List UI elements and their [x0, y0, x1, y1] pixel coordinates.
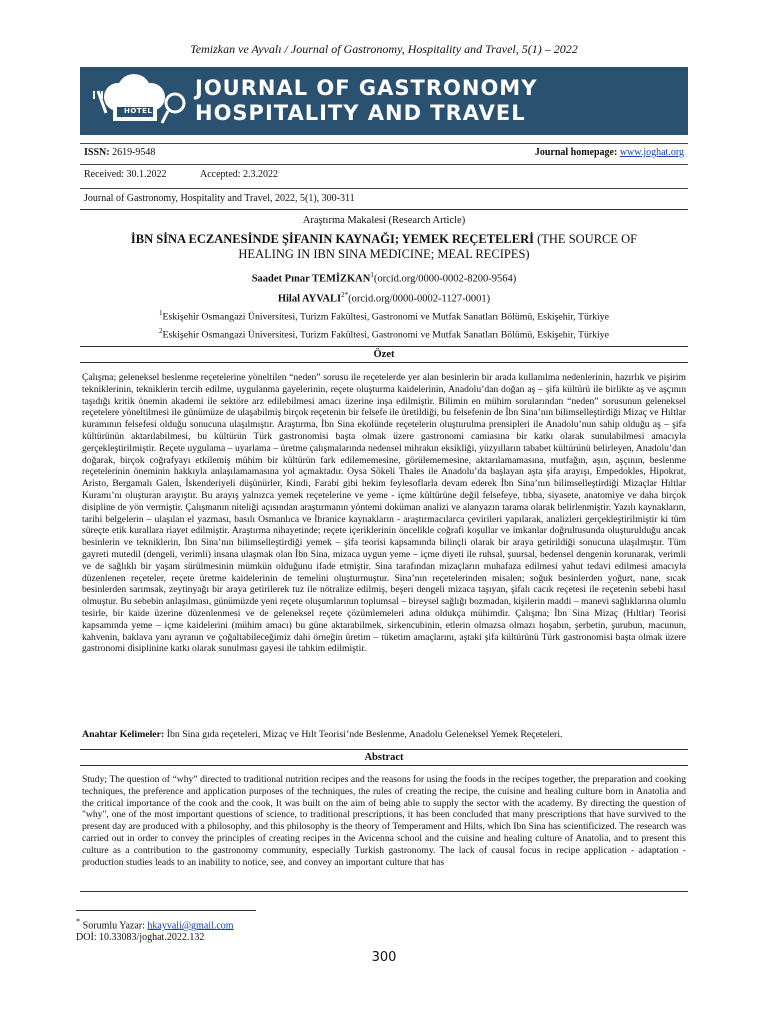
page-number: 300 [371, 950, 397, 965]
author-1: Saadet Pınar TEMİZKAN$^1$(orcid.org/0000-0002-8200-9564) [251, 271, 517, 285]
accepted-date: Accepted: 2.3.2022 [200, 169, 279, 180]
abstract-heading: Abstract [80, 749, 688, 766]
issn-row [80, 143, 688, 158]
ozet-text: Çalışma; geleneksel beslenme reçetelerine yöneltilen “neden” sorusu ile reçetelerde yer alan besinlerin bir arada kullanılma nedenlerinin, hazırlık ve pişirim tekniklerinin, tekniklerin tercih edilme, uygulanma gayelerinin, reçete oluşturma kaidelerinin, Anadolu’dan doğan aş – şifa kültürü ile birlikte aş ve aşçının taşıdığı kritik önemin akademi ile sektöre arz edilebilmesi amacı üzerine inşa edilmiştir. Bilimin en mühim sorularından “neden” sorusunun geleneksel reçetelere yöneltilmesi ile günümüze de ulaşabilmiş birçok reçetenin bir felsefe ile üretildiği, bu felsefenin de İbn Sina’nın bilimselleştirdiği Mizaç ve Hıltlar kuramının felsefesi olduğu sonucuna ulaşılmıştır. Araştırma, İbn Sina ekolünde reçetelerin oluşturulma prensipleri ile Anadolu’nun sahip olduğu aş – şifa kültürünün aktarılabilmesi, bu kültürün Türk gastronomisi başta olmak üzere gastronomi camiasına bir katkı olarak sunulabilmesi amacıyla gerçekleştirilmiştir. Reçete uygulama – uyarlama – üretme çalışmalarında nedensel mihrakın eksikliği, yüzyılların tababet kültürünü belirleyen, Anadolu’dan doğarak, birçok coğrafyayı etkilemiş mühim bir kültürün fark edilememesine, görülememesine, aktarılamamasına, mutfağın, aşın, aşçının, beslenme reçetelerinin öneminin hakkıyla anlaşılamamasına yol açmaktadır. Oysa Sökeli Thales ile Anadolu’da başlayan aşta şifa arayışı, Empedokles, Hipokrat, Aristo, Bergamalı Galen, İskenderiyeli düşünürler, Kindi, Farabi gibi hekim feylesoflarla devam ederek İbn Sina’nın bilimselleştirdiği Mizaçlar Hıltlar Kuramı’nı oluşturan arayıştır. Bu arayış yalnızca yemek reçetelerine ve yeme - içme kültürüne değil felsefeye, tıbba, siyasete, anatomiye ve daha birçok disipline de yön vermiştir. Çalışmanın niteliği açısından araştırmanın yöntemi doküman analizi ve alanyazın tarama olarak belirlenmiştir. Yazılı kaynakların, tarihi belgelerin – ulaşılan el yazması, basılı Osmanlıca ve İbranice kaynakların - araştırmacılarca çevirileri yapılarak, analizleri gerçekleştirilmiştir ki tüm süreçte etik kurallara riayet edilmiştir. Araştırma nihayetinde; reçete içeriklerinin öncelikle coğrafi koşullar ve imkanlar doğrultusunda oluşturulduğu ancak besinlerin ve tekniklerin, İbn Sina’nın bilimselleştirdiği yemek – şifa teorisi kapsamında bilinçli olarak bir araya getirildiği sonucuna ulaşılmıştır. Tüm gayreti mutedil (dengeli, verimli) insana ulaşmak olan İbn Sina, mizaca uygun yeme – içme diyeti ile ruhsal, şuursal, bedensel dengenin korunarak, verimli ve de sağlıklı bir yaşam sürülmesinin mümkün olduğunu ifade etmiştir. Sina tarafından mizaçların muhafaza edilmesi yahut tedavi edilmesi amacıyla düzenlenen reçeteler, reçete üretme kaidelerinin de temelini oluşturmuştur. Sina’nın reçetelerinden misalen; soğuk besinlerden yoğurt, nane, sıcak besinlerden sarımsak, zeytinyağı bir araya getirilerek tuz ile nötralize edilmiş, beşeri dengeli mizaca taşıyan, şifalı cacık reçetesi ile reçetenin sebebi hasıl olmuştur. Bu sebebin anlaşılması, günümüzde yeni reçete oluşumlarının toplumsal – bireysel sağlığı bozmadan, kişilerin maddi – manevi sağlıklarına olumlu tesirle, bir kaide üzerine düzenlenmesi ve de geleneksel reçete çözümlemeleri adına oldukça mühimdir. Çalışma; İbn Sina Mizaç (Hıltlar) Teorisi kapsamında yeme – içme kaidelerini (mühim amacı) bu güne aktarabilmek, sirkencubinin, etlerin olmazsa olmazı hoşabın, şerbetin, şurubun, macunun, kahvenin, baklava yanı ayranın ve çoğaltabileceğimiz dahi örneğin üretim – tüketim amaçlarını, aştaki şifa kültürünü Türk gastronomisi başta olmak üzere gastronomi disiplinine katkı olarak sunulması gayesi ile tahkim edilmiştir. [82, 372, 686, 655]
abstract-bottom-rule [80, 891, 688, 892]
divider [80, 209, 688, 210]
running-head: Temizkan ve Ayvalı / Journal of Gastronomy, Hospitality and Travel, 5(1) – 2022 [190, 42, 578, 56]
keywords [82, 729, 686, 740]
journal-logo [80, 67, 195, 135]
affiliation-2: $^2$Eskişehir Osmangazi Üniversitesi, Turizm Fakültesi, Gastronomi ve Mutfak Sanatları Bölümü, Eskişehir, Türkiye [159, 327, 609, 341]
affiliation-1: $^1$Eskişehir Osmangazi Üniversitesi, Turizm Fakültesi, Gastronomi ve Mutfak Sanatları Bölümü, Eskişehir, Türkiye [159, 309, 609, 323]
article-title [110, 232, 658, 262]
dates-row [80, 164, 688, 180]
homepage-link[interactable]: www.joghat.org [619, 147, 684, 158]
abstract-text: Study; The question of “why” directed to traditional nutrition recipes and the reasons for using the foods in the recipes together, the preparation and cooking techniques, the preference and application purposes of the techniques, the rules of creating the recipe, the cuisine and healing culture born in Anatolia and the critical importance of the cook and the cook, It was built on the aim of being able to supply the sector with the academy. By directing the question of "why", one of the most important questions of science, to traditional prescriptions, it has been concluded that many prescriptions that have survived to the present day are produced with a philosophy, and this philosophy is the theory of Temperament and Hilts, which Ibn Sina has scientificized. The research was carried out in order to convey the principles of creating recipes in the Avicenna school and the cuisine and healing culture of Anatolia, and to present this culture as a contribution to the gastronomy community, especially Turkish gastronomy. The lack of causal focus in recipe application - adaptation - production studies leads to an inability to notice, see, and convey an important culture that has [82, 774, 686, 868]
journal-homepage: Journal homepage: www.joghat.org [534, 147, 684, 158]
logo-text: HOTEL [124, 107, 153, 115]
issn: ISSN: 2619-9548 [84, 147, 156, 158]
received-date: Received: 30.1.2022 [84, 169, 167, 180]
citation-row [80, 188, 688, 204]
banner-title [195, 76, 537, 126]
keywords-text: İbn Sina gıda reçeteleri, Mizaç ve Hılt Teorisi’nde Beslenme, Anadolu Geleneksel Yemek Reçeteleri. [164, 729, 563, 740]
banner-title-line2: HOSPITALITY AND TRAVEL [195, 101, 526, 125]
footnote-separator [76, 910, 256, 911]
title-english: (THE SOURCE OF HEALING IN IBN SINA MEDICINE; MEAL RECIPES) [238, 232, 638, 261]
title-turkish: İBN SİNA ECZANESİNDE ŞİFANIN KAYNAĞI; YEMEK REÇETELERİ [130, 232, 534, 246]
banner-title-line1: JOURNAL OF GASTRONOMY [195, 76, 538, 100]
doi: DOİ: 10.33083/joghat.2022.132 [76, 932, 205, 943]
citation: Journal of Gastronomy, Hospitality and Travel, 2022, 5(1), 300-311 [84, 193, 355, 204]
journal-banner [80, 67, 688, 135]
chef-hat-logo-icon [80, 67, 195, 135]
ozet-heading: Özet [80, 346, 688, 363]
author-2: Hilal $AYVALI^{2*}(orcid.org/0000-0002-1127-0001)$ [277, 291, 491, 305]
corresponding-author: * Sorumlu Yazar: hkayvali@gmail.com [76, 917, 234, 932]
article-type: Araştırma Makalesi (Research Article) [302, 215, 466, 226]
keywords-label: Anahtar Kelimeler: [82, 729, 165, 740]
email-link[interactable]: hkayvali@gmail.com [147, 920, 234, 932]
